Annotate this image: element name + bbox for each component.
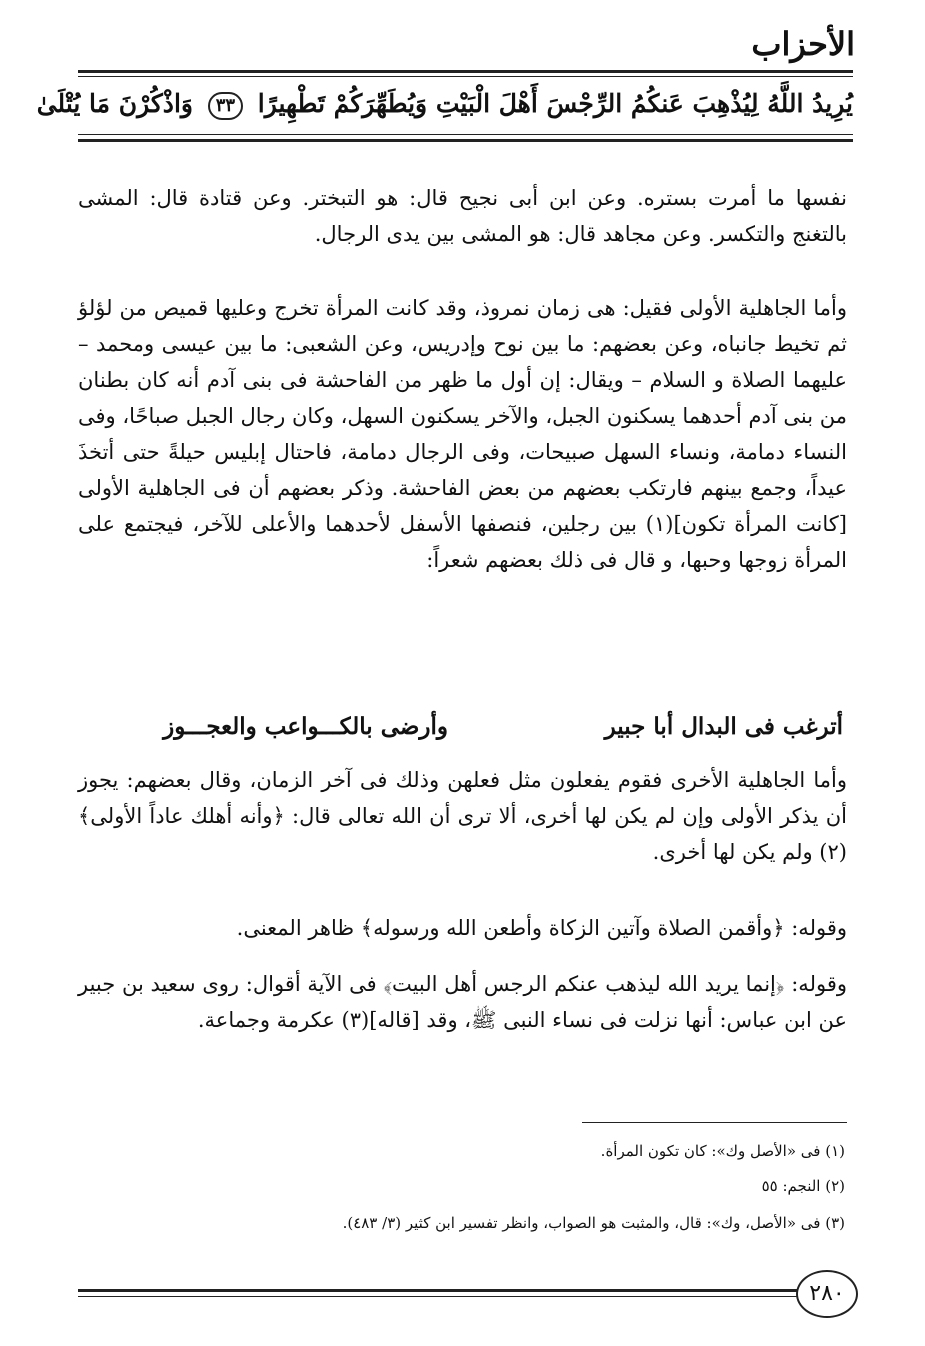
surah-title: الأحزاب bbox=[751, 25, 855, 63]
poetry-verse bbox=[130, 705, 843, 749]
ayah-text-before: يُرِيدُ اللَّهُ لِيُذْهِبَ عَنكُمُ الرِّجْسَ أَهْلَ الْبَيْتِ وَيُطَهِّرَكُمْ تَطْهِيرًا bbox=[257, 89, 853, 118]
footnote-1: (١) فى «الأصل وك»: كان تكون المرأة. bbox=[600, 1142, 845, 1160]
footnote-2: (٢) النجم: ٥٥ bbox=[761, 1177, 845, 1195]
verse-hemistich-2: وأرضى بالكـــواعب والعجـــوز bbox=[163, 713, 448, 740]
paragraph-5: وقوله: ﴿إنما يريد الله ليذهب عنكم الرجس أهل البيت﴾ فى الآية أقوال: روى سعيد بن جبير عن ابن عباس: أنها نزلت فى نساء النبى ﷺ، وقد [قاله](٣) عكرمة وجماعة. bbox=[78, 972, 847, 1032]
ayah-text-after: وَاذْكُرْنَ مَا يُتْلَىٰ bbox=[36, 89, 193, 118]
paragraph-1: نفسها ما أمرت بستره. وعن ابن أبى نجيح قال: هو التبختر. وعن قتادة قال: المشى بالتغنج والتكسر. وعن مجاهد قال: هو المشى بين يدى الرجال. bbox=[78, 186, 847, 246]
footnote-separator bbox=[582, 1122, 847, 1123]
header-rule-bottom-thin bbox=[78, 134, 853, 135]
footer-rule-thin bbox=[78, 1296, 798, 1297]
verse-hemistich-1: أترغب فى البدال أبا جبير bbox=[604, 713, 843, 740]
ayah-header-line bbox=[36, 80, 853, 128]
page-number: ٢٨٠ bbox=[796, 1270, 858, 1318]
footnote-3: (٣) فى «الأصل، وك»: قال، والمثبت هو الصواب، وانظر تفسير ابن كثير (٣/ ٤٨٣). bbox=[342, 1214, 845, 1232]
footer-rule bbox=[78, 1289, 798, 1292]
paragraph-4: وقوله: ﴿وأقمن الصلاة وآتين الزكاة وأطعن الله ورسوله﴾ ظاهر المعنى. bbox=[236, 916, 847, 940]
ayah-number-marker: ٣٣ bbox=[208, 92, 243, 120]
header-rule-top bbox=[78, 70, 853, 73]
header-rule-bottom bbox=[78, 139, 853, 142]
header-rule-top-thin bbox=[78, 76, 853, 77]
paragraph-3: وأما الجاهلية الأخرى فقوم يفعلون مثل فعلهن وذلك فى آخر الزمان، وقال بعضهم: يجوز أن يذكر الأولى وإن لم يكن لها أخرى، ألا ترى أن الله تعالى قال: ﴿وأنه أهلك عاداً الأولى﴾(٢) ولم يكن لها أخرى. bbox=[78, 768, 847, 864]
paragraph-2: وأما الجاهلية الأولى فقيل: هى زمان نمروذ، وقد كانت المرأة تخرج وعليها قميص من لؤلؤ ثم تخيط جانباه، وعن بعضهم: ما بين نوح وإدريس، وعن الشعبى: ما بين عيسى ومحمد – عليهما الصلاة و السلام – ويقال: إن أول ما ظهر من الفاحشة فى بنى آدم أنه كان بطنان من بنى آدم أحدهما يسكنون الجبل، والآخر يسكنون السهل، وكان رجال الجبل صباحًا، وفى النساء دمامة، ونساء السهل صبيحات، وفى الرجال دمامة، فاحتال إبليس حيلةً حتى أتخذَ عيداً، وجمع بينهم فارتكب بعضهم من بعض الفاحشة. وذكر بعضهم أن فى الجاهلية الأولى [كانت المرأة تكون](١) بين رجلين، فنصفها الأسفل لأحدهما والأعلى للآخر، فيجتمع على المرأة زوجها وحبها، و قال فى ذلك بعضهم شعراً: bbox=[78, 296, 847, 572]
